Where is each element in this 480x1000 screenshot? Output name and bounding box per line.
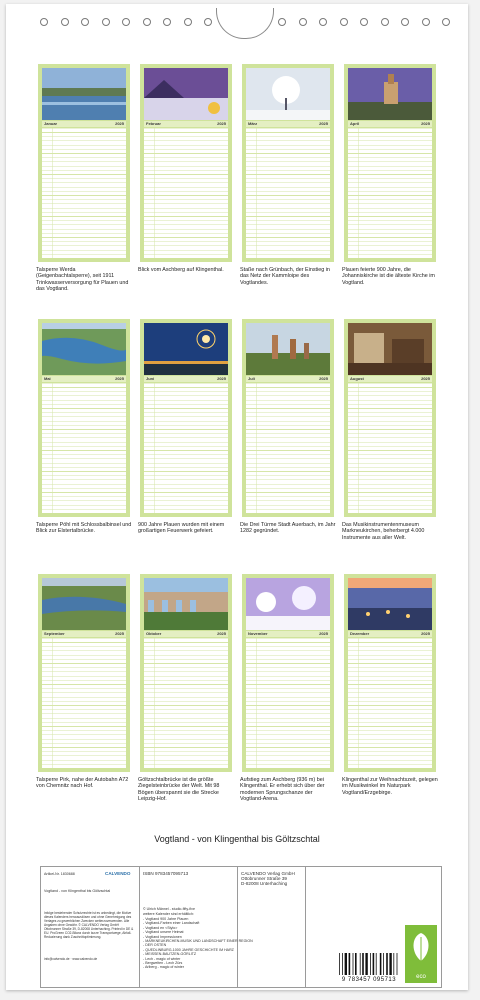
calendar-list-item: - Vogtland en <Stylo> [143, 925, 178, 930]
publisher-street: Ottobrunner Straße 39 [241, 876, 287, 881]
day-grid [348, 638, 432, 768]
month-caption: Talsperre Werda (Geigenbachtalsperre), seit 1911 Trinkwasserversorgung für Plauen und das Vogtland. [36, 267, 129, 293]
eco-label [405, 925, 437, 983]
month-year: 2025 [319, 121, 328, 126]
calendar-list-item: - Lech - magic of winter [143, 956, 181, 961]
binding-hole [442, 18, 450, 26]
calendar-list-item: - Vogtland-Farben einer Landschaft [143, 921, 200, 926]
church-photo [348, 68, 432, 120]
binding-hole [204, 18, 212, 26]
month-header [348, 631, 432, 637]
month-name: Januar [44, 121, 58, 126]
binding-hole [319, 18, 327, 26]
month-header [246, 121, 330, 127]
calendar-list-item: - Bergwelten - Lech Zürs [143, 961, 183, 966]
binding-hole [381, 18, 389, 26]
day-grid [246, 638, 330, 768]
binding-hole [81, 18, 89, 26]
article-number: Artikel-Nr. 1830688 [44, 872, 75, 876]
month-card-august [344, 319, 436, 517]
month-card-januar [38, 64, 130, 262]
reservoir-photo [42, 68, 126, 120]
day-grid [42, 383, 126, 513]
spiral-binding [6, 14, 468, 34]
binding-hole [61, 18, 69, 26]
binding-hole [102, 18, 110, 26]
snowy-tree-photo [246, 68, 330, 120]
month-header [348, 121, 432, 127]
leaf-icon [405, 925, 437, 969]
hanger-hook [216, 8, 274, 39]
month-name: Juli [248, 376, 255, 381]
month-year: 2025 [319, 376, 328, 381]
binding-hole [143, 18, 151, 26]
day-grid [42, 638, 126, 768]
binding-hole [422, 18, 430, 26]
day-grid [246, 383, 330, 513]
binding-hole [401, 18, 409, 26]
month-name: Februar [146, 121, 161, 126]
month-card-februar [140, 64, 232, 262]
month-caption: Göltzschtalbrücke ist die größte Ziegelsteinbrücke der Welt. Mit 98 Bögen überspannt sie die Strecke Leipzig-Hof. [138, 777, 220, 803]
month-header [144, 631, 228, 637]
month-header [246, 376, 330, 382]
month-year: 2025 [217, 121, 226, 126]
lake-aerial-photo [42, 323, 126, 375]
month-card-dezember [344, 574, 436, 772]
isbn-top: ISBN 9783457095713 [143, 871, 189, 876]
calendar-list-item: - Vogtland unsere Heimat [143, 930, 184, 935]
month-year: 2025 [421, 376, 430, 381]
bridge-photo [144, 578, 228, 630]
calendar-title: Vogtland - von Klingenthal bis Göltzschtal [154, 834, 320, 844]
month-card-oktober [140, 574, 232, 772]
day-grid [144, 383, 228, 513]
month-caption: Plauen feierte 900 Jahre, die Johanniskirche ist die älteste Kirche im Vogtland. [342, 267, 435, 286]
snow-forest-photo [246, 578, 330, 630]
month-card-juli [242, 319, 334, 517]
month-header [144, 121, 228, 127]
calendar-page [6, 4, 468, 990]
month-header [42, 376, 126, 382]
museum-photo [348, 323, 432, 375]
barcode [339, 953, 401, 975]
month-caption: Aufstieg zum Aschberg (936 m) bei Klingenthal. Er erhebt sich über der modernen Sprungschanze der Vogtland-Arena. [240, 777, 325, 803]
info-separator [305, 867, 306, 987]
month-caption: Klingenthal zur Weihnachtszeit, gelegen im Musikwinkel im Naturpark Vogtland/Erzgebirge. [342, 777, 438, 796]
month-card-märz [242, 64, 334, 262]
fireworks-photo [144, 323, 228, 375]
day-grid [144, 128, 228, 258]
day-grid [246, 128, 330, 258]
month-card-november [242, 574, 334, 772]
month-year: 2025 [115, 376, 124, 381]
calendar-list-item: - MARKNEUKIRCHEN-MUSIK UND LANDSCHAFT EINER REGION [143, 939, 253, 944]
dam-aerial-photo [42, 578, 126, 630]
month-name: Oktober [146, 631, 162, 636]
month-year: 2025 [115, 121, 124, 126]
month-year: 2025 [217, 376, 226, 381]
calendar-list-item: - MEISSEN-BAUTZEN-GÖRLITZ [143, 952, 197, 957]
day-grid [42, 128, 126, 258]
calendar-list-item: - Arlberg - magic of winter [143, 965, 184, 970]
info-panel [40, 866, 442, 988]
month-year: 2025 [217, 631, 226, 636]
list-intro: weitere Kalender sind erhältlich: [143, 912, 194, 916]
calendar-list [143, 917, 303, 970]
calendar-list-item: - Vogtland 900 Jahre Plauen [143, 917, 189, 921]
eco-text: eco [416, 974, 426, 980]
binding-hole [40, 18, 48, 26]
month-year: 2025 [115, 631, 124, 636]
month-name: März [248, 121, 258, 126]
month-caption: Talsperre Pöhl mit Schlossbalbinsel und Blick zur Elstertalbrücke. [36, 522, 132, 535]
month-name: Dezember [350, 631, 370, 636]
month-year: 2025 [421, 631, 430, 636]
month-header [348, 376, 432, 382]
month-name: November [248, 631, 268, 636]
month-year: 2025 [319, 631, 328, 636]
info-separator [139, 867, 140, 987]
binding-hole [299, 18, 307, 26]
publisher-city: D-82008 Unterhaching [241, 881, 288, 886]
binding-hole [163, 18, 171, 26]
day-grid [348, 128, 432, 258]
day-grid [144, 638, 228, 768]
month-card-juni [140, 319, 232, 517]
legal-notice: Infolge bestehender Schutzrechte ist es unbedingt, die Motive dieses Kalenders herauszulösen und ohne Genehmigung des Verlages zu gewerblichen Zwecken weiterzuverwenden. Alle Angaben ohne Gewähr. © CALVENDO Verlag GmbH Ottobrunner Straße 39, D-82008 Unterhaching. Printed in DE & EU. ProGreen CO2-Bilanz durch kurze Transportwege, Abfall-Reduzierung dank Zuschnittoptimierung. [44, 911, 134, 939]
info-subtitle: Vogtland - von Klingenthal bis Göltzschtal [44, 889, 111, 893]
binding-hole [122, 18, 130, 26]
contact-email: info@calvendo.de · www.calvendo.de [44, 957, 98, 961]
calendar-list-item: - Vogtland Impressionen [143, 934, 182, 939]
day-grid [348, 383, 432, 513]
calendar-list-item: - QUEDLINBURG-1000 JAHRE GESCHICHTE IM HARZ [143, 947, 234, 952]
calendar-list-item: - DER OSTEN [143, 943, 167, 948]
publisher-name: CALVENDO Verlag GmbH [241, 871, 295, 876]
month-header [42, 631, 126, 637]
binding-hole [278, 18, 286, 26]
month-name: Mai [44, 376, 51, 381]
month-header [144, 376, 228, 382]
month-caption: Blick vom Aschberg auf Klingenthal. [138, 267, 224, 273]
month-year: 2025 [421, 121, 430, 126]
binding-hole [360, 18, 368, 26]
christmas-town-photo [348, 578, 432, 630]
month-caption: 900 Jahre Plauen wurden mit einem großartigen Feuerwerk gefeiert. [138, 522, 225, 535]
month-card-mai [38, 319, 130, 517]
month-header [246, 631, 330, 637]
month-name: August [350, 376, 364, 381]
author: © Ulrich Männel - studio-fifty-five [143, 907, 195, 911]
month-name: April [350, 121, 360, 126]
towers-photo [246, 323, 330, 375]
winter-evening-photo [144, 68, 228, 120]
month-caption: Staße nach Grünbach, der Einstieg in das Netz der Kammloipe des Vogtlandes. [240, 267, 330, 286]
month-header [42, 121, 126, 127]
month-name: Juni [146, 376, 155, 381]
month-caption: Talsperre Pirk, nahe der Autobahn A72 von Chemnitz nach Hof. [36, 777, 129, 790]
month-caption: Das Musikinstrumentenmuseum Markneukirchen, beherbergt 4.000 Instrumente aus aller Welt. [342, 522, 425, 541]
month-name: September [44, 631, 65, 636]
brand-logo: CALVENDO [105, 871, 131, 876]
barcode-number: 9 783457 095713 [341, 977, 397, 983]
month-caption: Die Drei Türme Stadt Auerbach, im Jahr 1282 gegründet. [240, 522, 336, 535]
binding-hole [340, 18, 348, 26]
binding-hole [184, 18, 192, 26]
month-card-april [344, 64, 436, 262]
month-card-september [38, 574, 130, 772]
